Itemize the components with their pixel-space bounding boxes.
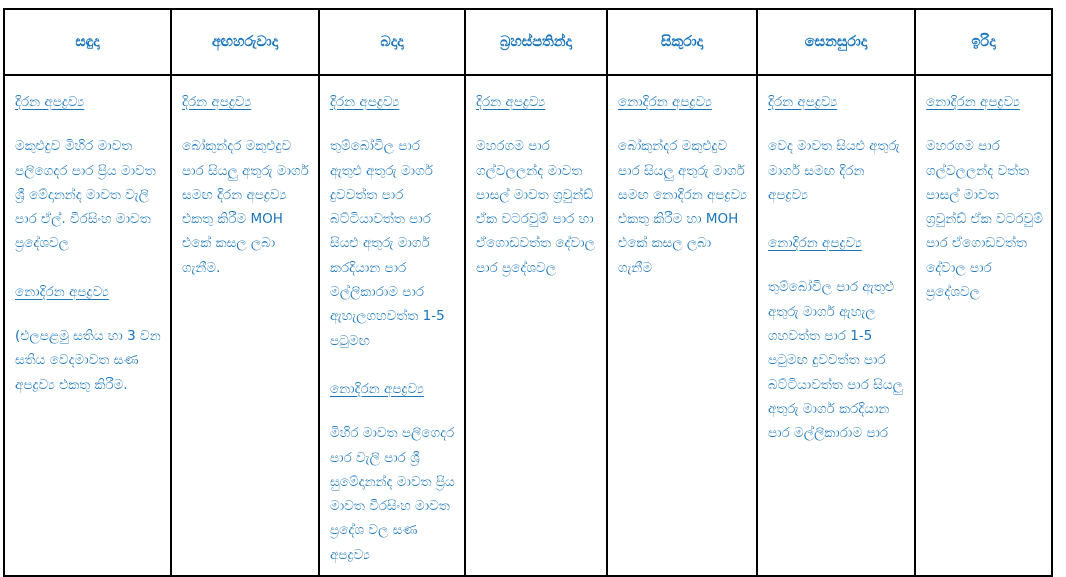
day-header-wednesday: බදාදා [319, 9, 465, 75]
day-header-tuesday: අඟහරුවාදා [171, 9, 319, 75]
day-cell-sunday [915, 75, 1052, 576]
section-heading-non-degradable: නොදිරන අපද්‍රව්‍ය [618, 94, 712, 110]
section-heading-non-degradable: නොදිරන අපද්‍රව්‍ය [926, 94, 1020, 110]
day-cell-saturday [757, 75, 915, 576]
section-heading-degradable: දිරන අපද්‍රව්‍ය [476, 94, 546, 110]
section-heading-degradable: දිරන අපද්‍රව්‍ය [182, 94, 252, 110]
section-body-non-degradable: මිහිර මාවත පලිගෙදර පාර වැලි පාර ශ්‍රී සුමේදානන්ද මාවත ප්‍රිය මාවත වීරසිංහ මාවත ප්‍රදේශ වල සණ අපද්‍රව්‍ය [330, 425, 455, 563]
header-row [4, 9, 1052, 75]
day-header-monday: සඳුදා [4, 9, 171, 75]
section-heading-non-degradable: නොදිරන අපද්‍රව්‍ය [15, 283, 109, 300]
section-body-degradable: තුම්බෝවිල පාර ඇතුළු අතුරු මාර්ග දුවවත්ත පාර බට්ටියාවත්ත පාර සියළු අතුරු මාර්ග කරදියාන පාර මල්ලිකාරාම පාර ඇහැලගහවත්ත 1-5 පටුමඟ [330, 138, 445, 349]
content-row [4, 75, 1052, 576]
section-heading-non-degradable: නොදිරන අපද්‍රව්‍ය [768, 235, 862, 252]
day-header-sunday: ඉරිදා [915, 9, 1052, 75]
section-body-non-degradable: මහරගම පාර ගල්වලලන්ද වත්ත පාසල් මාවත ග්‍රවුන්ඩ් ඒක වටරවුම් පාර ඒගොඩවත්ත දේවාල පාර ප්‍රදේශවල [926, 138, 1043, 301]
section-heading-degradable: දිරන අපද්‍රව්‍ය [768, 94, 838, 110]
day-cell-monday [4, 75, 171, 576]
section-body-degradable: මහරගම පාර ගල්වලලන්ද මාවත පාසල් මාවත ග්‍රවුන්ඩ් ඒක වටරවුම් පාර හා ඒගොඩවත්ත දේවාල පාර ප්‍රදේශවල [476, 138, 595, 276]
waste-collection-schedule-table [3, 8, 1053, 577]
section-heading-degradable: දිරන අපද්‍රව්‍ය [330, 94, 400, 110]
day-header-thursday: බ්‍රහස්පතින්දා [465, 9, 607, 75]
day-header-saturday: සෙනසුරාදා [757, 9, 915, 75]
section-heading-degradable: දිරන අපද්‍රව්‍ය [15, 94, 85, 110]
day-header-friday: සිකුරාදා [607, 9, 757, 75]
day-cell-thursday [465, 75, 607, 576]
section-body-degradable: මකුළුදුව මිහිර මාවත පලිගෙදර පාර ප්‍රිය මාවත ශ්‍රී මේදානන්ද මාවත වැලි පාර ඒල්. වීරසිංහ මාවත ප්‍රදේශවල [15, 138, 156, 252]
day-cell-wednesday [319, 75, 465, 576]
section-body-non-degradable: බෝකුන්දර මකුළුදුව පාර සියලු අතුරු මාර්ග සමඟ නොදිරන අපද්‍රව්‍ය එකතු කිරීම හා MOH එකේ කසල ලබා ගැනීම [618, 138, 747, 276]
day-cell-friday [607, 75, 757, 576]
section-body-degradable: වෙද මාවත සියළු අතුරු මාර්ග සමඟ දිරන අපද්‍රව්‍ය [768, 138, 900, 203]
section-heading-non-degradable: නොදිරන අපද්‍රව්‍ය [330, 380, 424, 397]
day-cell-tuesday [171, 75, 319, 576]
section-body-non-degradable: තුම්බෝවිල පාර ඇතුළු අතුරු මාගර් ඇහැල ගහවත්ත පාර 1-5 පටුමඟ දුවවත්ත පාර බට්ටියාවත්ත පාර සියලු අතුරු මාර්ග කරදියාන පාර මල්ලිකාරාම පාර [768, 279, 903, 442]
section-body-non-degradable: (එලපළමු සතිය හා 3 වන සතිය වෙදමාවත සණ අපද්‍රව්‍ය එකතු කිරීම. [15, 328, 161, 393]
section-body-degradable: බෝකුන්දර මකුළුදුව පාර සියලු අතුරු මාර්ග සමඟ දිරන අපද්‍රව්‍ය එකතු කිරීම MOH එකේ කසල ලබා ගැනීම. [182, 138, 309, 276]
